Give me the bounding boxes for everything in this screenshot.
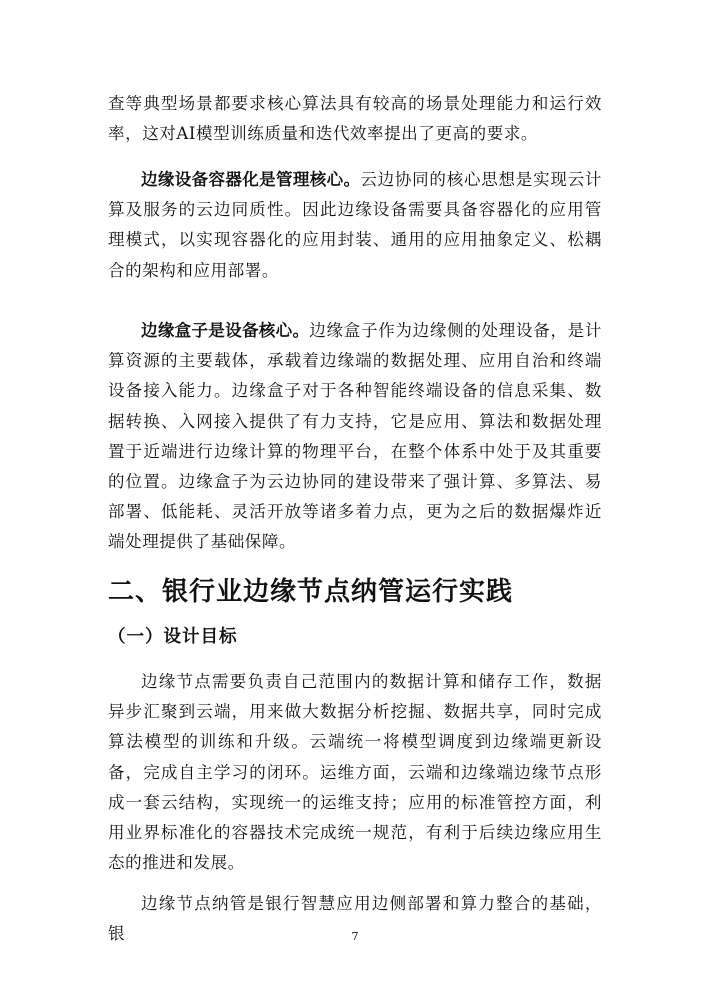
page-number: 7: [351, 930, 359, 943]
subsection-heading: （一）设计目标: [108, 627, 238, 647]
paragraph-text: 边缘节点纳管是银行智慧应用边侧部署和算力整合的基础，银: [108, 894, 602, 944]
paragraph-continued: [108, 89, 602, 149]
section-heading: 二、银行业边缘节点纳管运行实践: [108, 577, 514, 607]
paragraph-lead-heading: 边缘盒子是设备核心。: [141, 321, 310, 340]
paragraph-lead-heading: 边缘设备容器化是管理核心。: [141, 170, 361, 189]
paragraph-text: 云边协同的核心思想是实现云计算及服务的云边同质性。因此边缘设备需要具备容器化的应用管理模式，以实现容器化的应用封装、通用的应用抽象定义、松耦合的架构和应用部署。: [108, 170, 602, 280]
paragraph-edge-box: [108, 316, 602, 558]
paragraph-text: 查等典型场景都要求核心算法具有较高的场景处理能力和运行效率，这对AI模型训练质量和迭代效率提出了更高的要求。: [108, 94, 602, 144]
paragraph-design-goals: [108, 667, 602, 878]
paragraph-edge-device-containerization: [108, 165, 602, 286]
paragraph-text: 边缘节点需要负责自己范围内的数据计算和储存工作，数据异步汇聚到云端，用来做大数据分析挖掘、数据共享，同时完成算法模型的训练和升级。云端统一将模型调度到边缘端更新设备，完成自主学习的闭环。运维方面，云端和边缘端边缘节点形成一套云结构，实现统一的运维支持；应用的标准管控方面，利用业界标准化的容器技术完成统一规范，有利于后续边缘应用生态的推进和发展。: [108, 672, 602, 873]
paragraph-text: 边缘盒子作为边缘侧的处理设备，是计算资源的主要载体，承载着边缘端的数据处理、应用自治和终端设备接入能力。边缘盒子对于各种智能终端设备的信息采集、数据转换、入网接入提供了有力支持，它是应用、算法和数据处理置于近端进行边缘计算的物理平台，在整个体系中处于及其重要的位置。边缘盒子为云边协同的建设带来了强计算、多算法、易部署、低能耗、灵活开放等诸多着力点，更为之后的数据爆炸近端处理提供了基础保障。: [108, 321, 603, 552]
